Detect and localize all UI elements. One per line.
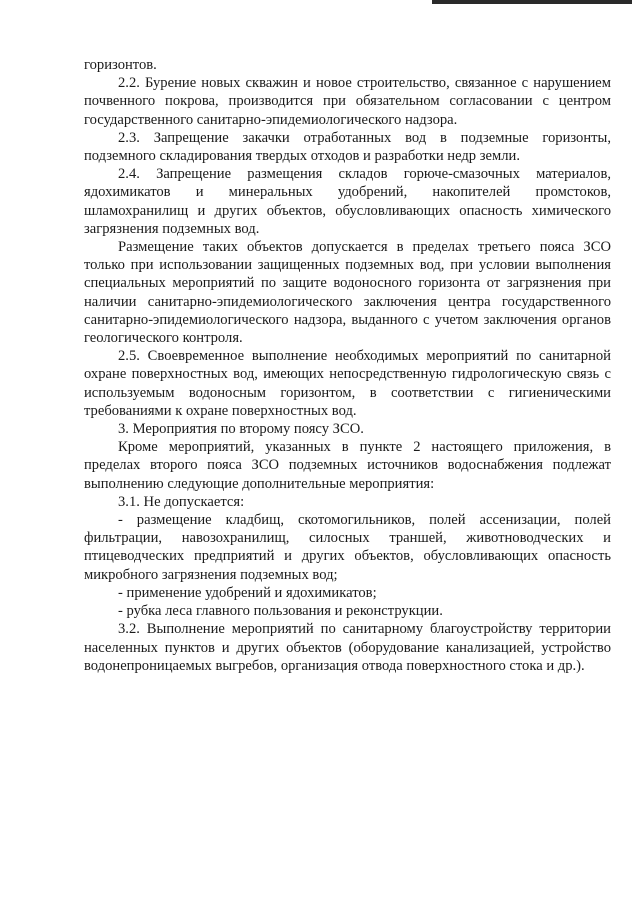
- scan-edge-mark: [432, 0, 632, 4]
- section-3-heading: 3. Мероприятия по второму поясу ЗСО.: [118, 421, 364, 438]
- paragraph-3-1: 3.1. Не допускается:: [118, 493, 245, 510]
- paragraph-2-3: 2.3. Запрещение закачки отработанных вод в подземные горизонты, подземного складирования твердых отходов и разработки недр земли.: [84, 129, 611, 165]
- paragraph-continuation: горизонтов.: [84, 57, 157, 73]
- paragraph-2-4: 2.4. Запрещение размещения складов горюче-смазочных материалов, ядохимикатов и минеральных удобрений, накопителей промстоков, шламохранилищ и других объектов, обусловливающих опасность химического загрязнения подземных вод.: [84, 166, 611, 237]
- list-item-fertilizers: - применение удобрений и ядохимикатов;: [118, 584, 377, 601]
- list-item-placement: - размещение кладбищ, скотомогильников, полей ассенизации, полей фильтрации, навозохранилищ, силосных траншей, животноводческих и птицеводческих предприятий и других объектов, обусловливающих опасность микробного загрязнения подземных вод;: [84, 512, 611, 583]
- list-item-logging: - рубка леса главного пользования и реконструкции.: [118, 603, 443, 620]
- paragraph-additional-measures: Кроме мероприятий, указанных в пункте 2 настоящего приложения, в пределах второго пояса ЗСО подземных источников водоснабжения подлежат выполнению следующие дополнительные мероприятия:: [84, 439, 611, 492]
- paragraph-2-2: 2.2. Бурение новых скважин и новое строительство, связанное с нарушением почвенного покрова, производится при обязательном согласовании с центром государственного санитарно-эпидемиологического надзора.: [84, 75, 611, 128]
- paragraph-2-5: 2.5. Своевременное выполнение необходимых мероприятий по санитарной охране поверхностных вод, имеющих непосредственную гидрологическую связь с используемым водоносным горизонтом, в соответствии с гигиеническими требованиями к охране поверхностных вод.: [84, 348, 611, 419]
- paragraph-placement: Размещение таких объектов допускается в пределах третьего пояса ЗСО только при использовании защищенных подземных вод, при условии выполнения специальных мероприятий по защите водоносного горизонта от загрязнения при наличии санитарно-эпидемиологического заключения центра государственного санитарно-эпидемиологического надзора, выданного с учетом заключения органов геологического контроля.: [84, 239, 611, 347]
- paragraph-3-2: 3.2. Выполнение мероприятий по санитарному благоустройству территории населенных пунктов и других объектов (оборудование канализацией, устройство водонепроницаемых выгребов, организация отвода поверхностного стока и др.).: [84, 621, 611, 674]
- document-page: [84, 56, 611, 675]
